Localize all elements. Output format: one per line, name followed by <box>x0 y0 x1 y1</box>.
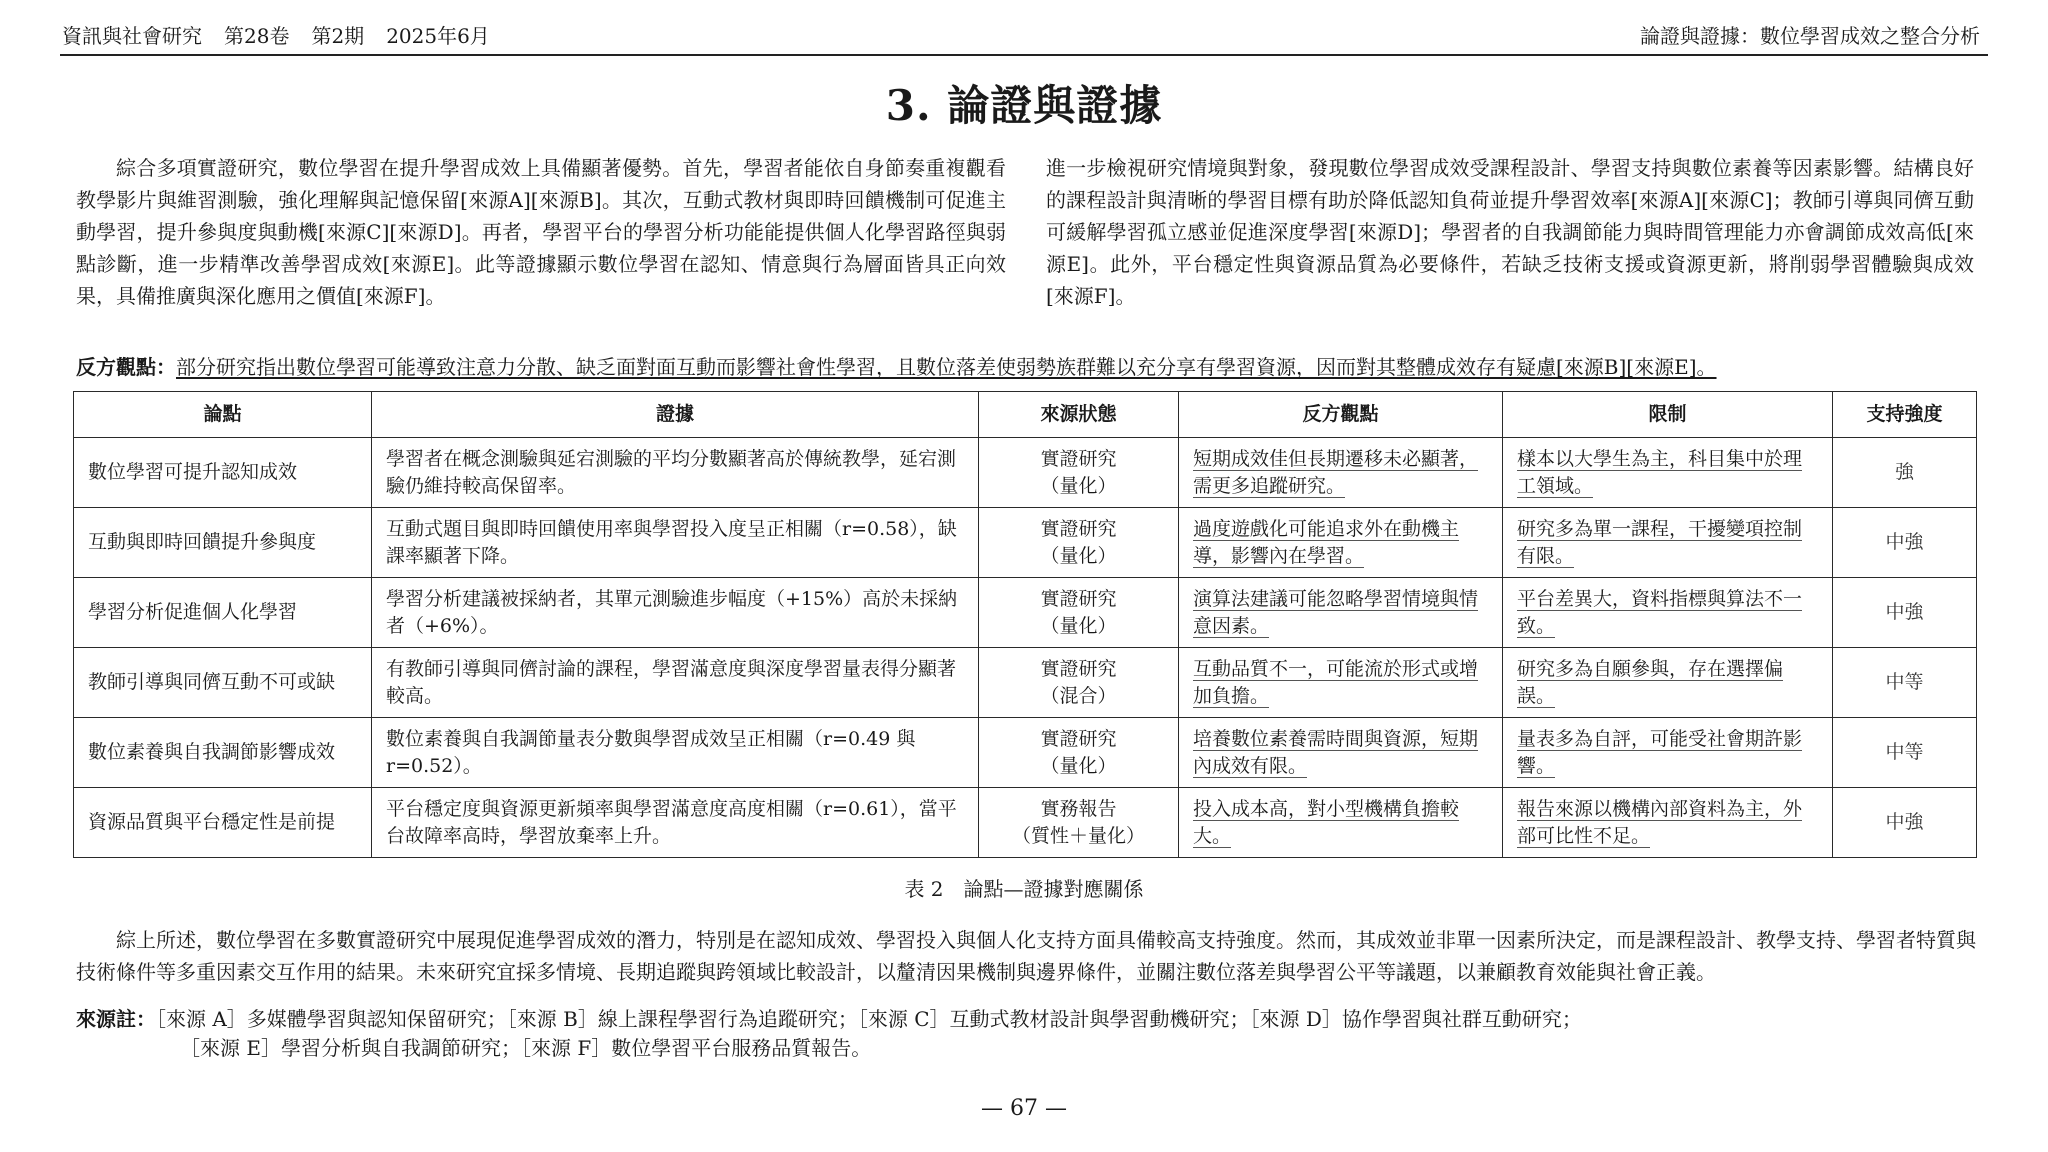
cell-claim: 學習分析促進個人化學習 <box>74 578 372 648</box>
cell-counterpoint <box>1179 788 1503 858</box>
limitation-text: 研究多為自願參與，存在選擇偏誤。 <box>1517 657 1784 707</box>
cell-source-status <box>979 788 1179 858</box>
counterpoint-text: 演算法建議可能忽略學習情境與情意因素。 <box>1193 587 1479 637</box>
cell-strength: 中強 <box>1833 578 1977 648</box>
sources-line-2: ［來源 E］學習分析與自我調節研究；［來源 F］數位學習平台服務品質報告。 <box>180 1036 872 1060</box>
table-caption: 表 2 論點—證據對應關係 <box>904 877 1144 901</box>
cell-source-status <box>979 648 1179 718</box>
source-method: （量化） <box>1040 754 1117 777</box>
counterpoint-text: 短期成效佳但長期遷移未必顯著，需更多追蹤研究。 <box>1193 447 1479 497</box>
cell-limitation <box>1503 788 1833 858</box>
header-counterpoint: 反方觀點 <box>1179 392 1503 438</box>
cell-claim: 數位學習可提升認知成效 <box>74 438 372 508</box>
source-method: （質性＋量化） <box>1011 824 1145 847</box>
cell-limitation <box>1503 578 1833 648</box>
cell-evidence: 數位素養與自我調節量表分數與學習成效呈正相關（r=0.49 與 r=0.52）。 <box>372 718 979 788</box>
sources-label: 來源註： <box>76 1007 156 1031</box>
cell-evidence: 平台穩定度與資源更新頻率與學習滿意度高度相關（r=0.61），當平台故障率高時，學習放棄率上升。 <box>372 788 979 858</box>
cell-limitation <box>1503 438 1833 508</box>
source-method: （量化） <box>1040 474 1117 497</box>
cell-evidence: 學習者在概念測驗與延宕測驗的平均分數顯著高於傳統教學，延宕測驗仍維持較高保留率。 <box>372 438 979 508</box>
header-limitation: 限制 <box>1503 392 1833 438</box>
table-row <box>74 788 1977 858</box>
section-title: 3. 論證與證據 <box>885 81 1163 130</box>
cell-source-status <box>979 718 1179 788</box>
cell-claim: 資源品質與平台穩定性是前提 <box>74 788 372 858</box>
sources-note <box>76 1005 1976 1063</box>
cell-source-status <box>979 438 1179 508</box>
paragraph-right: 進一步檢視研究情境與對象，發現數位學習成效受課程設計、學習支持與數位素養等因素影響。結構良好的課程設計與清晰的學習目標有助於降低認知負荷並提升學習效率[來源A][來源C]；教師引導與同儕互動可緩解學習孤立感並促進深度學習[來源D]；學習者的自我調節能力與時間管理能力亦會調節成效高低[來源E]。此外，平台穩定性與資源品質為必要條件，若缺乏技術支援或資源更新，將削弱學習體驗與成效[來源F]。 <box>1046 156 1974 308</box>
journal-volume: 第28卷 <box>224 24 290 48</box>
cell-counterpoint <box>1179 648 1503 718</box>
cell-counterpoint <box>1179 578 1503 648</box>
paragraph-left: 綜合多項實證研究，數位學習在提升學習成效上具備顯著優勢。首先，學習者能依自身節奏重複觀看教學影片與維習測驗，強化理解與記憶保留[來源A][來源B]。其次，互動式教材與即時回饋機制可促進主動學習，提升參與度與動機[來源C][來源D]。再者，學習平台的學習分析功能能提供個人化學習路徑與弱點診斷，進一步精準改善學習成效[來源E]。此等證據顯示數位學習在認知、情意與行為層面皆具正向效果，具備推廣與深化應用之價值[來源F]。 <box>76 156 1006 308</box>
counterpoint-text: 過度遊戲化可能追求外在動機主導，影響內在學習。 <box>1193 517 1460 567</box>
cell-limitation <box>1503 508 1833 578</box>
table-row <box>74 438 1977 508</box>
counterpoint <box>76 352 1976 382</box>
cell-counterpoint <box>1179 718 1503 788</box>
source-type: 實證研究 <box>1040 727 1117 750</box>
running-header <box>60 20 1988 56</box>
table-row <box>74 578 1977 648</box>
cell-strength: 中強 <box>1833 508 1977 578</box>
cell-strength: 中強 <box>1833 788 1977 858</box>
limitation-text: 樣本以大學生為主，科目集中於理工領域。 <box>1517 447 1803 497</box>
journal-date: 2025年6月 <box>386 24 490 48</box>
cell-counterpoint <box>1179 508 1503 578</box>
journal-info <box>62 20 512 52</box>
table-row <box>74 718 1977 788</box>
cell-counterpoint <box>1179 438 1503 508</box>
counterpoint-text: 培養數位素養需時間與資源，短期內成效有限。 <box>1193 727 1479 777</box>
cell-evidence: 互動式題目與即時回饋使用率與學習投入度呈正相關（r=0.58），缺課率顯著下降。 <box>372 508 979 578</box>
counterpoint-label: 反方觀點： <box>76 355 176 379</box>
summary-paragraph: 綜上所述，數位學習在多數實證研究中展現促進學習成效的潛力，特別是在認知成效、學習投入與個人化支持方面具備較高支持強度。然而，其成效並非單一因素所決定，而是課程設計、教學支持、學習者特質與技術條件等多重因素交互作用的結果。未來研究宜採多情境、長期追蹤與跨領域比較設計，以釐清因果機制與邊界條件，並關注數位落差與學習公平等議題，以兼顧教育效能與社會正義。 <box>76 928 1976 984</box>
limitation-text: 報告來源以機構內部資料為主，外部可比性不足。 <box>1517 797 1803 847</box>
cell-limitation <box>1503 718 1833 788</box>
page-number: — 67 — <box>981 1096 1067 1121</box>
sources-text-1: ［來源 A］多媒體學習與認知保留研究；［來源 B］線上課程學習行為追蹤研究；［來源 C］互動式教材設計與學習動機研究；［來源 D］協作學習與社群互動研究； <box>156 1007 1582 1031</box>
cell-source-status <box>979 508 1179 578</box>
running-title: 論證與證據：數位學習成效之整合分析 <box>1640 24 1980 48</box>
claim-evidence-table <box>73 391 1977 858</box>
cell-strength: 中等 <box>1833 648 1977 718</box>
source-method: （混合） <box>1040 684 1117 707</box>
limitation-text: 量表多為自評，可能受社會期許影響。 <box>1517 727 1803 777</box>
journal-issue: 第2期 <box>311 24 365 48</box>
limitation-text: 平台差異大，資料指標與算法不一致。 <box>1517 587 1803 637</box>
source-type: 實證研究 <box>1040 657 1117 680</box>
journal-name: 資訊與社會研究 <box>62 24 202 48</box>
table-row <box>74 648 1977 718</box>
source-type: 實證研究 <box>1040 587 1117 610</box>
source-type: 實務報告 <box>1040 797 1117 820</box>
source-method: （量化） <box>1040 544 1117 567</box>
header-strength: 支持強度 <box>1833 392 1977 438</box>
cell-claim: 教師引導與同儕互動不可或缺 <box>74 648 372 718</box>
source-method: （量化） <box>1040 614 1117 637</box>
limitation-text: 研究多為單一課程，干擾變項控制有限。 <box>1517 517 1803 567</box>
cell-source-status <box>979 578 1179 648</box>
header-source-status: 來源狀態 <box>979 392 1179 438</box>
header-claim: 論點 <box>74 392 372 438</box>
table-header-row <box>74 392 1977 438</box>
cell-evidence: 學習分析建議被採納者，其單元測驗進步幅度（+15%）高於未採納者（+6%）。 <box>372 578 979 648</box>
table-row <box>74 508 1977 578</box>
cell-strength: 中等 <box>1833 718 1977 788</box>
counterpoint-text: 部分研究指出數位學習可能導致注意力分散、缺乏面對面互動而影響社會性學習，且數位落差使弱勢族群難以充分享有學習資源，因而對其整體成效存有疑慮[來源B][來源E]。 <box>176 355 1717 379</box>
source-type: 實證研究 <box>1040 447 1117 470</box>
cell-evidence: 有教師引導與同儕討論的課程，學習滿意度與深度學習量表得分顯著較高。 <box>372 648 979 718</box>
cell-limitation <box>1503 648 1833 718</box>
cell-claim: 數位素養與自我調節影響成效 <box>74 718 372 788</box>
cell-claim: 互動與即時回饋提升參與度 <box>74 508 372 578</box>
counterpoint-text: 投入成本高，對小型機構負擔較大。 <box>1193 797 1460 847</box>
counterpoint-text: 互動品質不一，可能流於形式或增加負擔。 <box>1193 657 1479 707</box>
cell-strength: 強 <box>1833 438 1977 508</box>
source-type: 實證研究 <box>1040 517 1117 540</box>
header-evidence: 證據 <box>372 392 979 438</box>
sources-line-1 <box>76 1005 1976 1034</box>
